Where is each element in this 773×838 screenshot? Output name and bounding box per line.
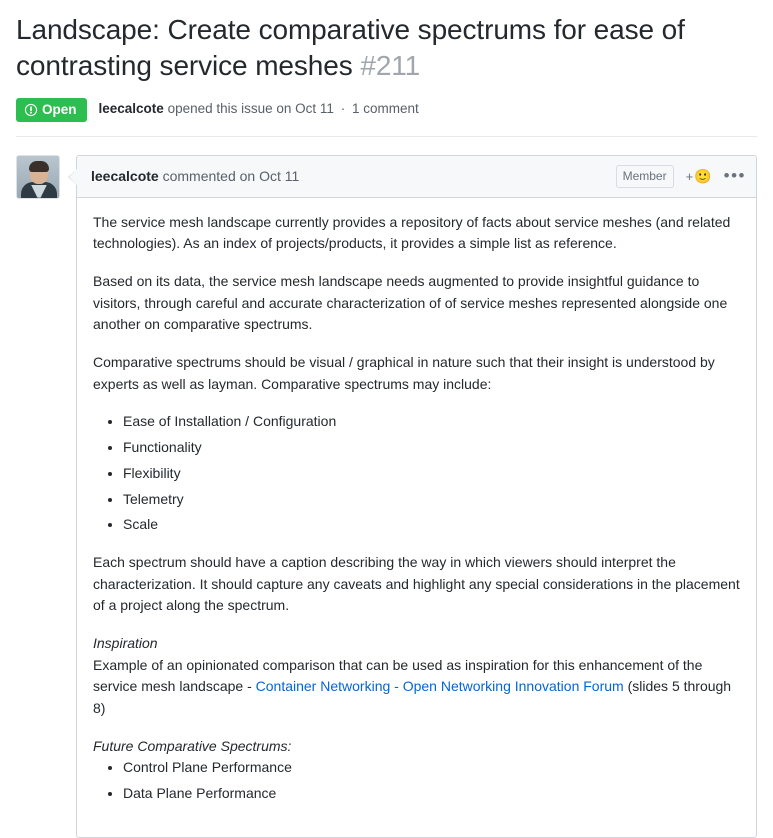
page-title [16, 12, 757, 84]
future-spectrums-heading-text: Future Comparative Spectrums: [93, 737, 292, 754]
issue-meta-action: opened this issue on Oct 11 [167, 101, 334, 117]
comment-paragraph-4: Each spectrum should have a caption describing the way in which viewers should interpret the characterization. It should capture any caveats and highlight any special considerations in the placement of a project along the spectrum. [93, 553, 740, 614]
comment-paragraph-1: The service mesh landscape currently provides a repository of facts about service meshes (and related technologies). As an index of projects/products, it provides a simple list as reference. [93, 213, 731, 252]
issue-author-link[interactable]: leecalcote [98, 101, 164, 117]
comment-body [77, 198, 756, 837]
add-reaction-button[interactable] [686, 168, 712, 185]
status-badge-label: Open [42, 101, 77, 117]
spectrum-list [93, 411, 740, 535]
issue-meta-text [99, 100, 419, 119]
inspiration-intro: Example of an opinionated comparison that can be used as inspiration for this enhancement of the service mesh landscape - [93, 656, 703, 695]
comment-paragraph-3: Comparative spectrums should be visual / graphical in nature such that their insight is understood by experts as well as layman. Comparative spectrums may include: [93, 354, 715, 392]
smiley-icon: 🙂 [694, 167, 712, 184]
status-badge[interactable] [16, 98, 87, 122]
comment-author-link[interactable]: leecalcote [91, 168, 159, 185]
issue-meta-row [16, 98, 757, 137]
avatar-column [16, 155, 76, 838]
comment-thread [16, 155, 757, 838]
meta-separator: · [340, 101, 346, 117]
comment-paragraph-2: Based on its data, the service mesh landscape needs augmented to provide insightful guidance to visitors, through careful and accurate characterization of of service meshes represented alongside one another on comparative spectrums. [93, 273, 728, 333]
comment-timestamp: commented on Oct 11 [162, 168, 300, 185]
inspiration-suffix: (slides 5 through 8) [93, 678, 732, 717]
list-item: • Scale [123, 514, 740, 536]
list-item: • Telemetry [123, 489, 740, 511]
issue-open-icon [24, 103, 38, 117]
inspiration-paragraph [93, 655, 740, 720]
list-item: • Flexibility [123, 463, 740, 485]
add-reaction-plus: + [685, 168, 694, 184]
list-item: • Functionality [123, 437, 740, 459]
comment-header [77, 156, 756, 198]
issue-number: #211 [360, 49, 421, 81]
comment-box [76, 155, 757, 838]
future-spectrums-heading [93, 736, 740, 758]
list-item: • Control Plane Performance [123, 757, 740, 779]
future-spectrum-list [93, 757, 740, 804]
inspiration-heading-text: Inspiration [93, 634, 158, 651]
avatar-hair [29, 161, 49, 172]
member-badge: Member [616, 165, 674, 188]
list-item: • Ease of Installation / Configuration [123, 411, 740, 433]
inspiration-heading [93, 633, 740, 655]
comment-author-line [91, 168, 299, 184]
inspiration-link[interactable]: Container Networking - Open Networking Innovation Forum [255, 678, 624, 695]
comment-count: 1 comment [351, 101, 419, 117]
avatar[interactable] [16, 155, 60, 199]
kebab-menu-icon[interactable]: ••• [723, 166, 746, 186]
list-item: • Data Plane Performance [123, 783, 740, 805]
issue-title-text: Landscape: Create comparative spectrums for ease of contrasting service meshes [16, 14, 685, 81]
